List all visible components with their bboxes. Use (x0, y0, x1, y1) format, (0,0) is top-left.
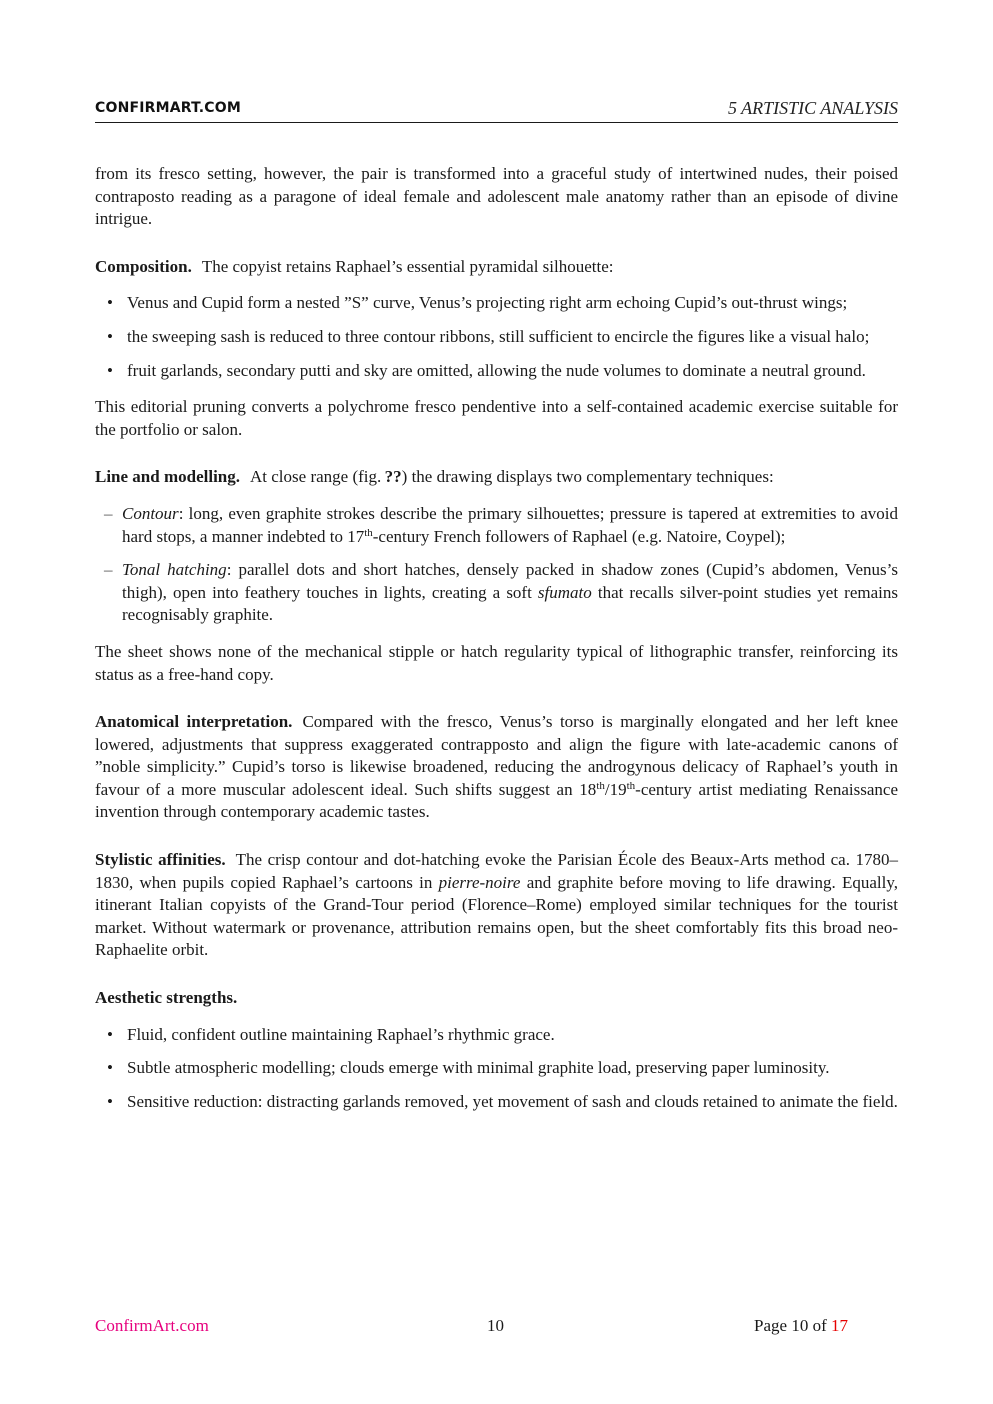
list-item: – Tonal hatching: parallel dots and short hatches, densely packed in shadow zones (Cupid’s abdomen, Venus’s thigh), open into feathery touches in lights, creating a soft sfumato that recalls silver-point studies yet remains recognisably graphite. (95, 559, 898, 627)
aesthetic-heading: Aesthetic strengths. (95, 988, 238, 1008)
tonal-hatching-term: Tonal hatching (122, 560, 227, 580)
section-title: 5 ARTISTIC ANALYSIS (727, 98, 898, 118)
list-item: • Sensitive reduction: distracting garlands removed, yet movement of sash and clouds retained to animate the field. (95, 1091, 898, 1114)
page-footer (95, 1316, 898, 1340)
list-item: • Fluid, confident outline maintaining Raphael’s rhythmic grace. (95, 1024, 898, 1047)
line-conclusion: The sheet shows none of the mechanical stipple or hatch regularity typical of lithographic transfer, reinforcing its status as a free-hand copy. (95, 641, 898, 684)
total-pages-link[interactable]: 17 (831, 1316, 848, 1335)
composition-paragraph (95, 256, 898, 279)
intro-paragraph: from its fresco setting, however, the pair is transformed into a graceful study of intertwined nudes, their poised contraposto reading as a paragone of ideal female and adolescent male anatomy rather than an episode of divine intrigue. (95, 164, 898, 229)
figure-reference[interactable]: ?? (384, 467, 402, 487)
anatomy-paragraph: Anatomical interpretation. Compared with the fresco, Venus’s torso is marginally elongated and her left knee lowered, adjustments that suppress exaggerated contrapposto and align the figure with late-academic canons of ”noble simplicity.” Cupid’s torso is likewise broadened, reducing the androgynous delicacy of Raphael’s youth in favour of a more muscular adolescent ideal. Such shifts suggest an 18th/19th-century artist mediating Renaissance invention through contemporary academic tastes. (95, 712, 899, 822)
stylistic-paragraph: Stylistic affinities. The crisp contour and dot-hatching evoke the Parisian École des Beaux-Arts method ca. 1780–1830, when pupils copied Raphael’s cartoons in pierre-noire and graphite before moving to life drawing. Equally, itinerant Italian copyists of the Grand-Tour period (Florence–Rome) employed similar techniques for the tourist market. Without watermark or provenance, attribution remains open, but the sheet comfortably fits this broad neo-Raphaelite orbit. (95, 850, 898, 960)
stylistic-heading: Stylistic affinities. (95, 850, 226, 870)
list-item: • fruit garlands, secondary putti and sky are omitted, allowing the nude volumes to dominate a neutral ground. (95, 360, 898, 383)
list-item: – Contour: long, even graphite strokes describe the primary silhouettes; pressure is tapered at extremities to avoid hard stops, a manner indebted to 17th-century French followers of Raphael (e.g. Natoire, Coypel); (95, 503, 898, 548)
technique-list (95, 503, 898, 627)
list-item: • Subtle atmospheric modelling; clouds emerge with minimal graphite load, preserving paper luminosity. (95, 1057, 898, 1080)
composition-conclusion: This editorial pruning converts a polychrome fresco pendentive into a self-contained academic exercise suitable for the portfolio or salon. (95, 397, 898, 439)
composition-lead: The copyist retains Raphael’s essential pyramidal silhouette: (201, 256, 614, 276)
list-item: • Venus and Cupid form a nested ”S” curve, Venus’s projecting right arm echoing Cupid’s out-thrust wings; (95, 292, 898, 315)
composition-heading: Composition. (95, 256, 192, 276)
page-number: 10 (487, 1316, 504, 1335)
composition-list (95, 292, 898, 382)
site-logo: CONFIRMART.COM (95, 100, 242, 116)
line-paragraph: Line and modelling. At close range (fig. ??) the drawing displays two complementary techniques: (95, 467, 774, 487)
line-heading: Line and modelling. (95, 467, 241, 487)
contour-term: Contour (122, 503, 179, 523)
page-body (95, 163, 898, 1113)
aesthetic-paragraph (95, 987, 898, 1010)
page-count: Page 10 of 17 (754, 1316, 848, 1335)
aesthetic-list (95, 1024, 898, 1114)
footer-brand-link[interactable]: ConfirmArt.com (95, 1316, 209, 1335)
anatomy-heading: Anatomical interpretation. (95, 712, 293, 732)
running-header (95, 98, 898, 123)
list-item: • the sweeping sash is reduced to three contour ribbons, still sufficient to encircle the figures like a visual halo; (95, 326, 898, 349)
